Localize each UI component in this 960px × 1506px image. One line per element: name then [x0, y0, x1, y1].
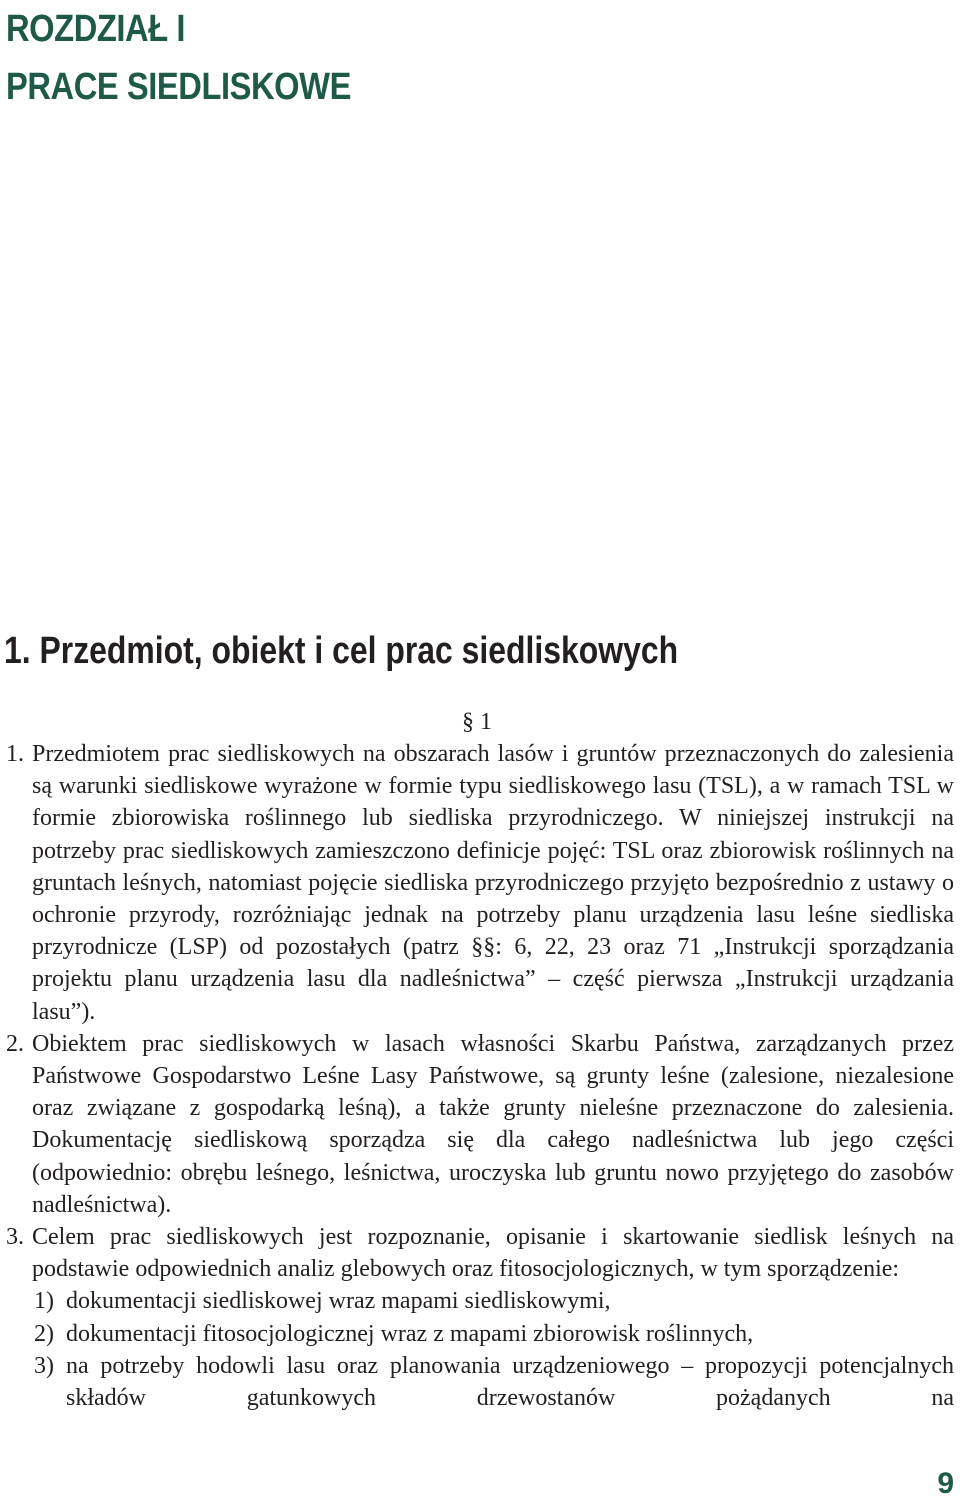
item-text: Przedmiotem prac siedliskowych na obszarach lasów i gruntów przeznaczonych do zalesienia są warunki siedliskowe wyrażone w formie typu siedliskowego lasu (TSL), a w ramach TSL w formie zbiorowiska roślinnego lub siedliska przyrodniczego. W niniejszej instrukcji na potrzeby prac siedliskowych zamieszczono definicje pojęć: TSL oraz zbiorowisk roślinnych na gruntach leśnych, natomiast pojęcie siedliska przyrodniczego przyjęto bezpośrednio z ustawy o ochronie przyrody, rozróżniając jednak na potrzeby planu urządzenia lasu leśne siedliska przyrodnicze (LSP) od pozostałych (patrz §§: 6, 22, 23 oraz 71 „Instrukcji sporządzania projektu planu urządzenia lasu dla nadleśnictwa” – część pierwsza „Instrukcji urządzania lasu”).: [32, 741, 954, 1025]
item-number: 2.: [6, 1030, 24, 1057]
page-number: 9: [937, 1467, 954, 1500]
list-item: [6, 1221, 954, 1285]
sub-list-item: [6, 1285, 954, 1317]
subitem-number: 1): [34, 1288, 54, 1315]
item-number: 1.: [6, 741, 24, 767]
chapter-name: PRACE SIEDLISKOWE: [6, 66, 351, 108]
subitem-number: 3): [34, 1352, 54, 1379]
subitem-text: dokumentacji fitosocjologicznej wraz z mapami zbiorowisk roślinnych,: [66, 1320, 754, 1347]
sub-list-item: [6, 1318, 954, 1350]
item-text: Celem prac siedliskowych jest rozpoznanie, opisanie i skartowanie siedlisk leśnych na podstawie odpowiednich analiz glebowych oraz fitosocjologicznych, w tym sporządzenie:: [32, 1224, 954, 1283]
subitem-number: 2): [34, 1320, 54, 1347]
list-item: [6, 738, 954, 1028]
section-heading: 1. Przedmiot, obiekt i cel prac siedliskowych: [4, 630, 679, 672]
subitem-text: na potrzeby hodowli lasu oraz planowania urządzeniowego – propozycji potencjalnych składów gatunkowych drzewostanów pożądanych na: [66, 1352, 954, 1412]
list-item: [6, 1028, 954, 1221]
chapter-title: [6, 0, 351, 116]
item-text: Obiektem prac siedliskowych w lasach własności Skarbu Państwa, zarządzanych przez Państwowe Gospodarstwo Leśne Lasy Państwowe, są grunty leśne (zalesione, niezalesione oraz związane z gospodarką leśną), a także grunty nieleśne przeznaczone do zalesienia. Dokumentację siedliskową sporządza się dla całego nadleśnictwa lub jego części (odpowiednio: obrębu leśnego, leśnictwa, uroczyska lub gruntu nowo przyjętego do zasobów nadleśnictwa).: [32, 1030, 954, 1218]
subitem-text: dokumentacji siedliskowej wraz mapami siedliskowymi,: [66, 1288, 611, 1315]
sub-list-item: [6, 1350, 954, 1414]
paragraph-mark: § 1: [462, 709, 492, 735]
body-text: [6, 738, 954, 1414]
chapter-number: ROZDZIAŁ I: [6, 8, 186, 50]
item-number: 3.: [6, 1224, 24, 1251]
